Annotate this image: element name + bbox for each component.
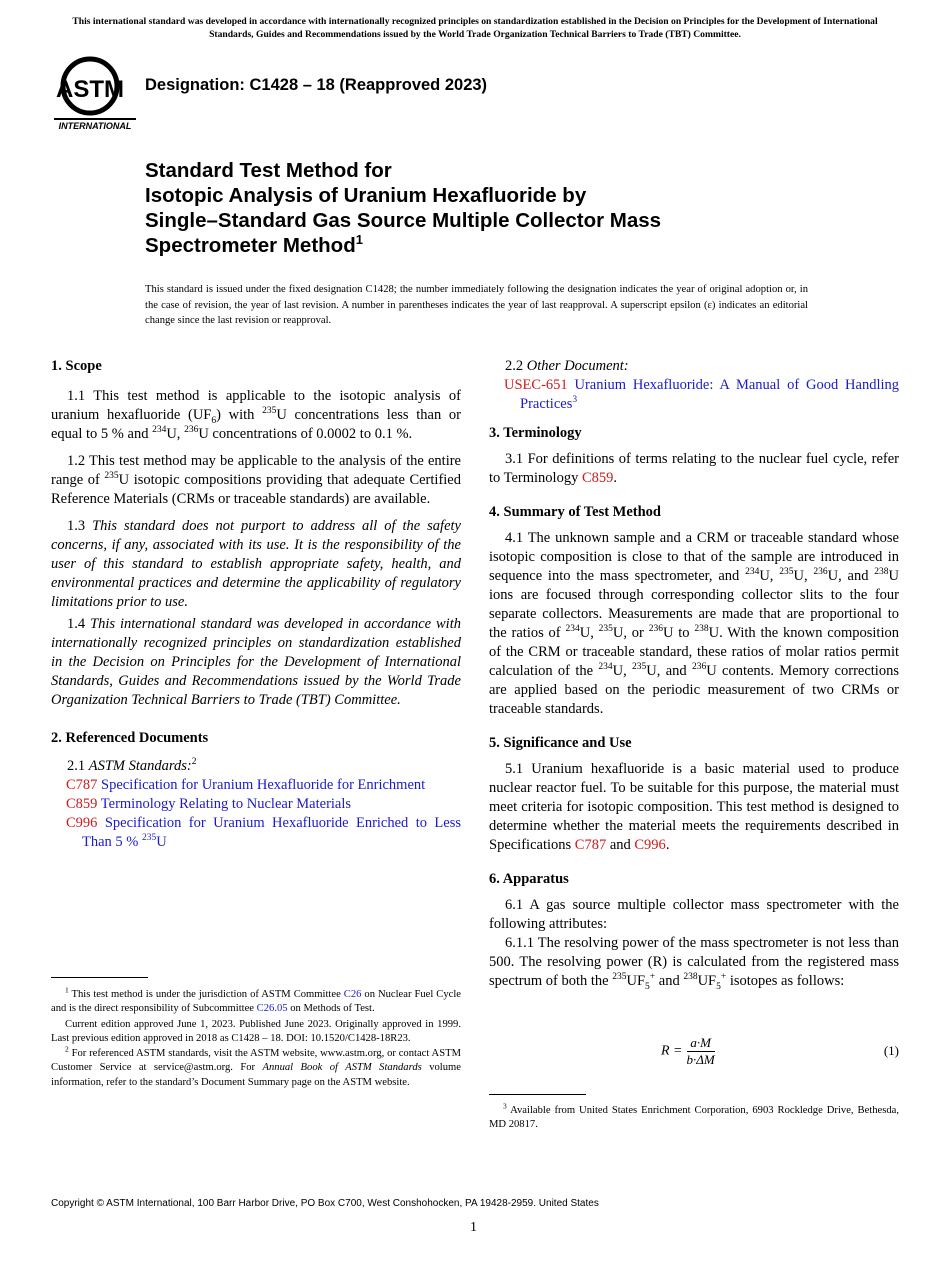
section-heading-referenced: 2. Referenced Documents bbox=[51, 730, 209, 746]
astm-logo bbox=[54, 56, 136, 132]
link-c26-05[interactable]: C26.05 bbox=[256, 1003, 288, 1015]
section-heading-apparatus: 6. Apparatus bbox=[489, 871, 569, 887]
title-footnote-mark: 1 bbox=[355, 232, 363, 248]
para-6-1-1: 6.1.1 The resolving power of the mass spectrometer is not less than 500. The resolving power (R) is calculated from the registered mass spectrum of both the $^{235}UF_5^+$ and $^{238}UF_5^+$ isotopes as follows: bbox=[489, 935, 899, 992]
header-notice: This international standard was developed in accordance with internationally recognized principles on standardization established in the Decision on Principles for the Development of International Standards, Guides and Recommendations issued by the World Trade Organization Technical Barriers to Trade (TBT) Committee. bbox=[72, 16, 878, 40]
equation-1 bbox=[489, 1033, 899, 1073]
logo-letters: ASTM bbox=[56, 76, 124, 103]
issued-note: This standard is issued under the fixed designation C1428; the number immediately following the designation indicates the year of original adoption or, in the case of revision, the year of last revision. A number in parentheses indicates the year of last reapproval. A superscript epsilon (ε) indicates an editorial change since the last revision or reapproval. bbox=[145, 284, 808, 326]
equation-fraction bbox=[687, 1035, 715, 1068]
equation-denominator: b·ΔM bbox=[686, 1052, 715, 1067]
ref-c996[interactable]: C996 Specification for Uranium Hexafluoride Enriched to Less Than 5 % $^{235}$U bbox=[66, 815, 461, 850]
title-line-1: Standard Test Method for bbox=[145, 159, 392, 182]
footnote-rule-left bbox=[51, 977, 148, 978]
copyright: Copyright © ASTM International, 100 Barr Harbor Drive, PO Box C700, West Conshohocken, PA 19428-2959. United States bbox=[51, 1198, 599, 1209]
para-4-1: 4.1 The unknown sample and a CRM or traceable standard whose isotopic composition is close to that of the sample are introduced in sequence into the mass spectrometer, and $^{234}$U, $^{235}$U, $^{236}$U, and $^{238}$U ions are focused through corresponding collector slits to the four separate collectors. Measurements are made that are proportional to the ratios of $^{234}$U, $^{235}$U, or $^{236}$U to $^{238}$U. With the known composition of the CRM or traceable standard, these ratios of molar ratios permit calculation of the $^{234}$U, $^{235}$U, and $^{236}$U contents. Memory corrections are applied based on the periodic measurement of two CRMs or traceable standards. bbox=[489, 530, 899, 717]
link-c26[interactable]: C26 bbox=[343, 989, 362, 1000]
title-line-2: Isotopic Analysis of Uranium Hexafluoride by bbox=[145, 184, 587, 207]
title-line-3: Single–Standard Gas Source Multiple Collector Mass bbox=[145, 209, 662, 232]
para-3-1: 3.1 For definitions of terms relating to the nuclear fuel cycle, refer to Terminology C859. bbox=[489, 451, 899, 486]
ref-usec-651[interactable]: USEC-651 Uranium Hexafluoride: A Manual of Good Handling Practices$^3$ bbox=[504, 377, 900, 412]
footnotes-left bbox=[51, 985, 461, 1091]
link-c996[interactable]: C996 bbox=[634, 837, 666, 853]
ref-c787[interactable]: C787 Specification for Uranium Hexafluoride for Enrichment bbox=[66, 777, 426, 793]
page-number: 1 bbox=[470, 1220, 477, 1235]
equation-numerator: a·M bbox=[687, 1035, 715, 1052]
para-2-1: 2.1 ASTM Standards:$^2$ bbox=[67, 757, 197, 774]
footnote-1: $^1$ This test method is under the jurisdiction of ASTM Committee C26 on Nuclear Fuel Cycle and is the direct responsibility of Subcommittee C26.05 on Methods of Test. bbox=[51, 985, 461, 1015]
equation-lhs: R = bbox=[661, 1043, 683, 1059]
link-c787[interactable]: C787 bbox=[574, 837, 607, 853]
para-1-1: 1.1 This test method is applicable to the isotopic analysis of uranium hexafluoride $(UF_6)$ with $^{235}$U concentrations less than or equal to 5 % and $^{234}$U, $^{236}$U concentrations of 0.0002 to 0.1 %. bbox=[51, 388, 461, 442]
ref-c859[interactable]: C859 Terminology Relating to Nuclear Materials bbox=[66, 796, 352, 812]
footnote-2: $^2$ For referenced ASTM standards, visit the ASTM website, www.astm.org, or contact ASTM Customer Service at service@astm.org. For Annual Book of ASTM Standards volume information, refer to the standard’s Document Summary page on the ASTM website. bbox=[51, 1044, 461, 1088]
title-line-4: Spectrometer Method$^1$ bbox=[145, 232, 363, 257]
para-5-1: 5.1 Uranium hexafluoride is a basic material used to produce nuclear reactor fuel. To be suitable for this purpose, the material must meet criteria for isotopic composition. This test method is designed to determine whether the material meets the requirements described in Specifications C787 and C996. bbox=[489, 761, 899, 853]
para-1-2: 1.2 This test method may be applicable to the analysis of the entire range of $^{235}$U isotopic compositions providing that adequate Certified Reference Materials (CRMs or traceable standards) are available. bbox=[51, 453, 461, 507]
footnote-rule-right bbox=[489, 1094, 586, 1095]
section-heading-scope: 1. Scope bbox=[51, 358, 102, 374]
footnote-3: $^3$ Available from United States Enrichment Corporation, 6903 Rockledge Drive, Bethesda, MD 20817. bbox=[489, 1101, 899, 1131]
document-title bbox=[145, 158, 785, 258]
link-c859[interactable]: C859 bbox=[581, 470, 614, 486]
logo-international: INTERNATIONAL bbox=[58, 121, 132, 131]
para-6-1: 6.1 A gas source multiple collector mass spectrometer with the following attributes: bbox=[489, 897, 899, 932]
section-heading-summary: 4. Summary of Test Method bbox=[489, 504, 661, 520]
para-1-3: 1.3 This standard does not purport to address all of the safety concerns, if any, associated with its use. It is the responsibility of the user of this standard to establish appropriate safety, health, and environmental practices and determine the applicability of regulatory limitations prior to use. bbox=[51, 518, 461, 610]
left-column bbox=[51, 357, 461, 852]
right-column bbox=[489, 357, 899, 991]
equation-number: (1) bbox=[883, 1043, 899, 1058]
section-heading-terminology: 3. Terminology bbox=[489, 425, 582, 441]
section-heading-significance: 5. Significance and Use bbox=[489, 735, 632, 751]
designation: Designation: C1428 – 18 (Reapproved 2023) bbox=[145, 76, 488, 94]
footnote-1-edition: Current edition approved June 1, 2023. Published June 2023. Originally approved in 1999. Last previous edition approved in 2018 as C1428 – 18. DOI: 10.1520/C1428-18R23. bbox=[51, 1018, 461, 1044]
para-1-4: 1.4 This international standard was developed in accordance with internationally recognized principles on standardization established in the Decision on Principles for the Development of International Standards, Guides and Recommendations issued by the World Trade Organization Technical Barriers to Trade (TBT) Committee. bbox=[51, 616, 461, 708]
para-2-2: 2.2 Other Document: bbox=[505, 358, 629, 374]
